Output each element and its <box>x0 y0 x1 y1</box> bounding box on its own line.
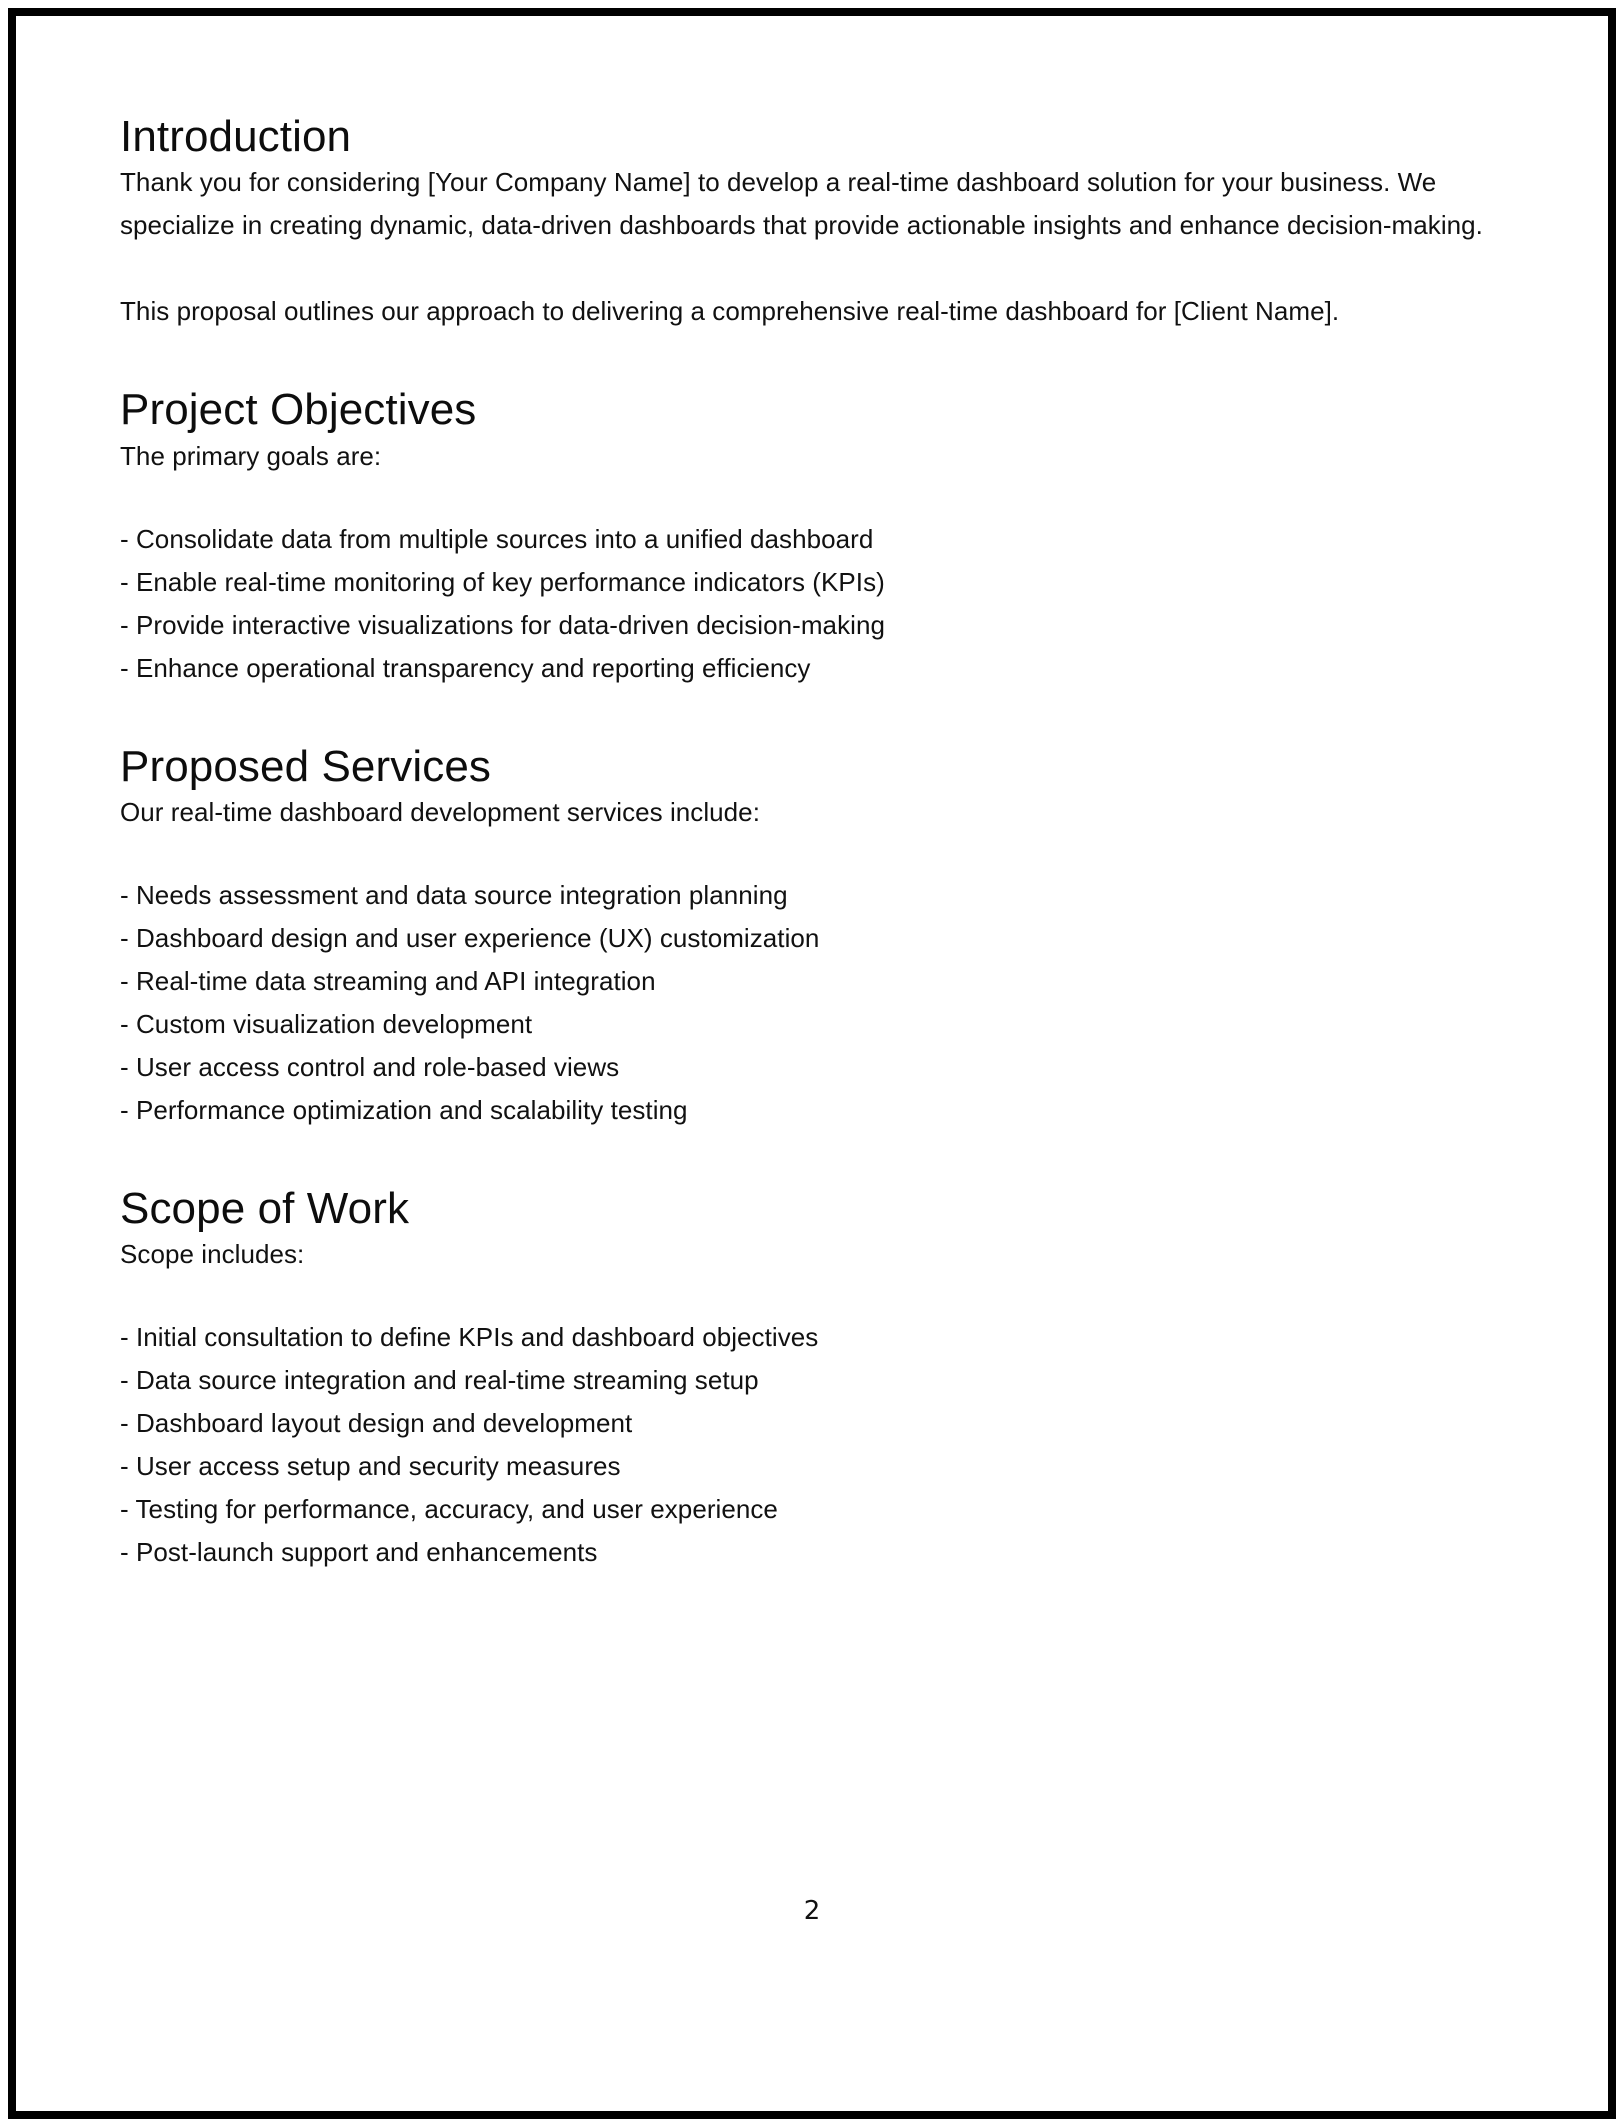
page-frame <box>8 8 1616 2119</box>
list-item: - Consolidate data from multiple sources into a unified dashboard <box>120 523 874 554</box>
document-body <box>120 112 1492 1574</box>
proposed-services-lead: Our real-time dashboard development services include: <box>120 796 760 827</box>
list-item: - User access setup and security measures <box>120 1451 621 1482</box>
project-objectives-list <box>120 518 1492 690</box>
section-scope-of-work <box>120 1184 1492 1574</box>
section-heading-scope-of-work: Scope of Work <box>120 1183 410 1233</box>
list-item: - Dashboard design and user experience (UX) customization <box>120 922 820 953</box>
proposed-services-list <box>120 874 1492 1132</box>
list-item: - Enhance operational transparency and reporting efficiency <box>120 652 811 683</box>
list-item: - User access control and role-based views <box>120 1051 620 1082</box>
section-introduction <box>120 112 1492 333</box>
list-item: - Dashboard layout design and development <box>120 1408 633 1439</box>
list-item: - Initial consultation to define KPIs and dashboard objectives <box>120 1322 819 1353</box>
section-project-objectives <box>120 385 1492 689</box>
list-item: - Real-time data streaming and API integration <box>120 965 656 996</box>
list-item: - Testing for performance, accuracy, and user experience <box>120 1494 778 1525</box>
list-item: - Post-launch support and enhancements <box>120 1537 598 1568</box>
scope-of-work-lead: Scope includes: <box>120 1239 305 1270</box>
project-objectives-lead: The primary goals are: <box>120 440 382 471</box>
list-item: - Performance optimization and scalability testing <box>120 1094 688 1125</box>
list-item: - Needs assessment and data source integration planning <box>120 879 788 910</box>
list-item: - Data source integration and real-time streaming setup <box>120 1365 759 1396</box>
intro-paragraph-1: Thank you for considering [Your Company Name] to develop a real-time dashboard solution for your business. We specialize in creating dynamic, data-driven dashboards that provide actionable insights and enhance decision-making. <box>120 167 1483 241</box>
intro-paragraph-2: This proposal outlines our approach to delivering a comprehensive real-time dashboard for [Client Name]. <box>120 296 1340 327</box>
list-item: - Provide interactive visualizations for data-driven decision-making <box>120 609 885 640</box>
list-item: - Enable real-time monitoring of key performance indicators (KPIs) <box>120 566 885 597</box>
list-item: - Custom visualization development <box>120 1008 533 1039</box>
section-heading-proposed-services: Proposed Services <box>120 741 491 791</box>
section-proposed-services <box>120 742 1492 1132</box>
scope-of-work-list <box>120 1316 1492 1574</box>
page-number: 2 <box>803 1896 821 1926</box>
section-heading-project-objectives: Project Objectives <box>120 385 477 435</box>
section-heading-introduction: Introduction <box>120 112 352 161</box>
